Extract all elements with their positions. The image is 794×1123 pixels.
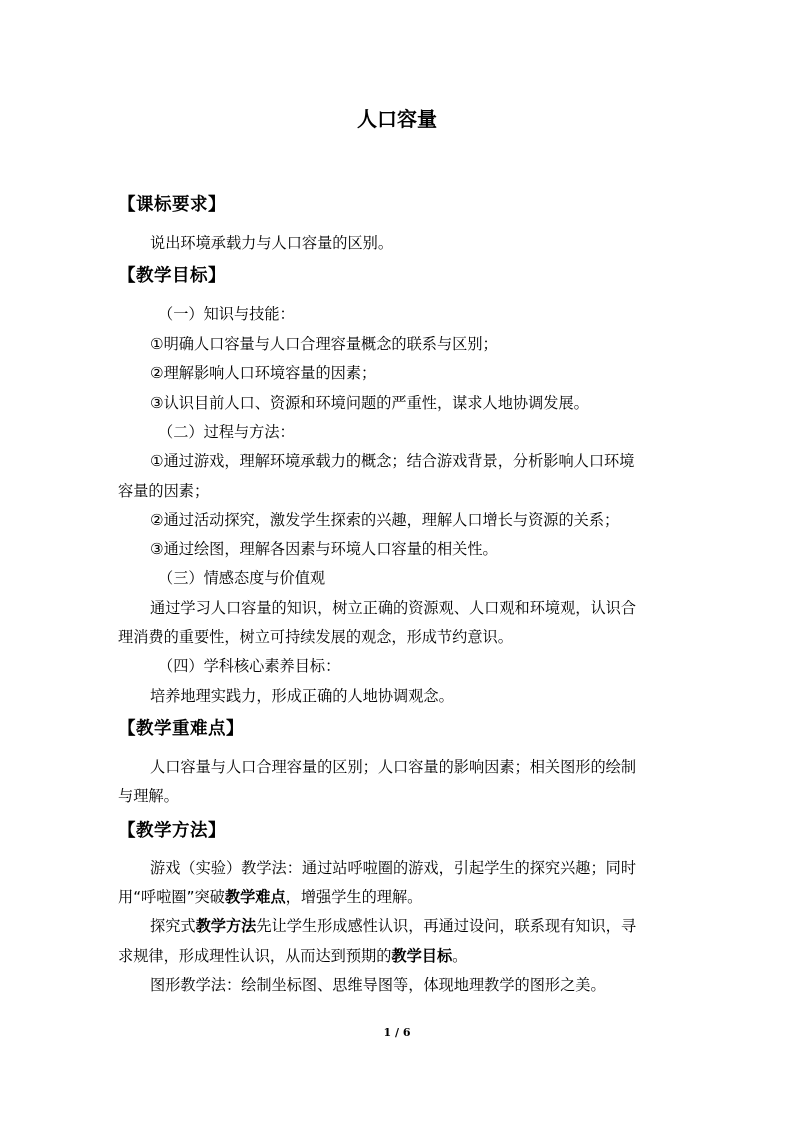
objective-p2: ②通过活动探究，激发学生探索的兴趣，理解人口增长与资源的关系；: [150, 511, 620, 529]
objective-k1: ①明确人口容量与人口合理容量概念的联系与区别；: [150, 335, 498, 353]
section-heading-curriculum: 【课标要求】: [118, 195, 226, 215]
method-game-line2: [118, 887, 678, 907]
objective-k3: ③认识目前人口、资源和环境问题的严重性，谋求人地协调发展。: [150, 394, 589, 412]
method-inquiry-text-c: 求规律，形成理性认识，从而达到预期的: [118, 947, 392, 965]
method-inquiry-bold: 教学方法: [195, 917, 257, 935]
objectives-sub-emotion: （三）情感态度与价值观: [158, 569, 326, 587]
section-heading-methods: 【教学方法】: [118, 821, 226, 841]
method-game-line1: 游戏（实验）教学法：通过站呼啦圈的游戏，引起学生的探究兴趣；同时: [150, 859, 636, 877]
objective-e1-line1: 通过学习人口容量的知识，树立正确的资源观、人口观和环境观，认识合: [150, 599, 636, 617]
method-game-text-a: 用“呼啦圈”突破: [118, 888, 225, 906]
section-heading-objectives: 【教学目标】: [118, 266, 226, 286]
objective-p3: ③通过绘图，理解各因素与环境人口容量的相关性。: [150, 540, 498, 558]
method-inquiry-text-d: 。: [452, 947, 468, 965]
method-inquiry-bold-2: 教学目标: [391, 947, 453, 965]
page-number: 1 / 6: [383, 1026, 411, 1039]
difficulties-line2: 与理解。: [118, 787, 179, 805]
objectives-sub-knowledge: （一）知识与技能：: [158, 305, 295, 323]
curriculum-text: 说出环境承载力与人口容量的区别。: [150, 234, 393, 252]
objective-p1-line2: 容量的因素；: [118, 482, 210, 500]
objective-p1-line1: ①通过游戏，理解环境承载力的概念；结合游戏背景，分析影响人口环境: [150, 452, 635, 470]
method-inquiry-text-a: 探究式: [150, 917, 196, 935]
difficulties-line1: 人口容量与人口合理容量的区别；人口容量的影响因素；相关图形的绘制: [150, 758, 636, 776]
objective-c1: 培养地理实践力，形成正确的人地协调观念。: [150, 687, 454, 705]
objectives-sub-core: （四）学科核心素养目标：: [158, 657, 341, 675]
method-inquiry-text-b: 先让学生形成感性认识，再通过设问，联系现有知识，寻: [256, 917, 636, 935]
method-game-bold: 教学难点: [224, 888, 286, 906]
section-heading-difficulties: 【教学重难点】: [118, 719, 244, 739]
document-title: 人口容量: [357, 107, 437, 131]
objective-e1-line2: 理消费的重要性，树立可持续发展的观念，形成节约意识。: [118, 628, 513, 646]
method-inquiry-line1: [118, 916, 710, 936]
objectives-sub-process: （二）过程与方法：: [158, 423, 295, 441]
method-graphic: 图形教学法：绘制坐标图、思维导图等，体现地理教学的图形之美。: [150, 976, 606, 994]
method-inquiry-line2: [118, 946, 678, 966]
method-game-text-b: ，增强学生的理解。: [285, 888, 423, 906]
objective-k2: ②理解影响人口环境容量的因素；: [150, 364, 377, 382]
